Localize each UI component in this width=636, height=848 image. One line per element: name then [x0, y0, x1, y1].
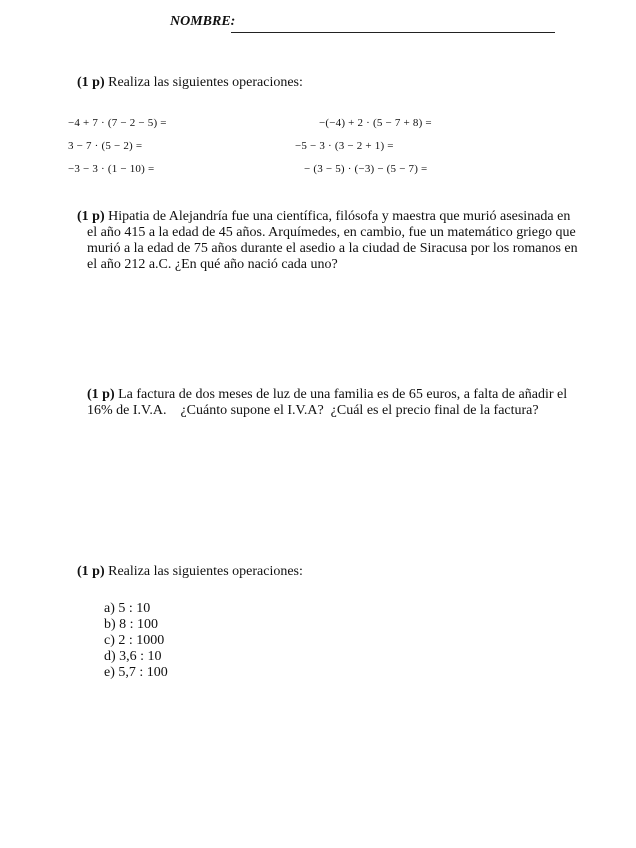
question-2-points: (1 p) [77, 209, 105, 224]
list-item: d) 3,6 : 10 [104, 649, 162, 664]
question-1 [77, 75, 303, 91]
question-2 [77, 209, 578, 273]
operation-left-2: 3 − 7 · (5 − 2) = [68, 140, 143, 152]
question-4 [77, 564, 303, 580]
question-3 [87, 387, 567, 419]
list-item: a) 5 : 10 [104, 601, 151, 616]
name-blank-line [231, 32, 555, 33]
question-2-line-3: murió a la edad de 75 años durante el asedio a la ciudad de Siracusa por los romanos en [87, 241, 578, 256]
list-item: e) 5,7 : 100 [104, 665, 168, 680]
name-label: NOMBRE: [170, 14, 236, 29]
question-4-points: (1 p) [77, 564, 105, 579]
operation-right-3: − (3 − 5) · (−3) − (5 − 7) = [304, 163, 428, 175]
operation-right-1: −(−4) + 2 · (5 − 7 + 8) = [319, 117, 432, 129]
list-item: b) 8 : 100 [104, 617, 159, 632]
question-2-line-1: Hipatia de Alejandría fue una científica, filósofa y maestra que murió asesinada en [108, 209, 571, 224]
question-2-line-4: el año 212 a.C. ¿En qué año nació cada uno? [87, 257, 338, 272]
question-4-text: Realiza las siguientes operaciones: [108, 564, 303, 579]
operation-left-3: −3 − 3 · (1 − 10) = [68, 163, 155, 175]
question-3-points: (1 p) [87, 387, 115, 402]
question-3-line-1: La factura de dos meses de luz de una familia es de 65 euros, a falta de añadir el [118, 387, 568, 402]
question-2-line-2: el año 415 a la edad de 45 años. Arquímedes, en cambio, fue un matemático griego que [87, 225, 576, 240]
operation-left-1: −4 + 7 · (7 − 2 − 5) = [68, 117, 167, 129]
division-list [104, 601, 168, 681]
question-1-text: Realiza las siguientes operaciones: [108, 75, 303, 90]
question-3-line-2: 16% de I.V.A. ¿Cuánto supone el I.V.A? ¿Cuál es el precio final de la factura? [87, 403, 539, 418]
operation-right-2: −5 − 3 · (3 − 2 + 1) = [295, 140, 394, 152]
list-item: c) 2 : 1000 [104, 633, 165, 648]
question-1-points: (1 p) [77, 75, 105, 90]
